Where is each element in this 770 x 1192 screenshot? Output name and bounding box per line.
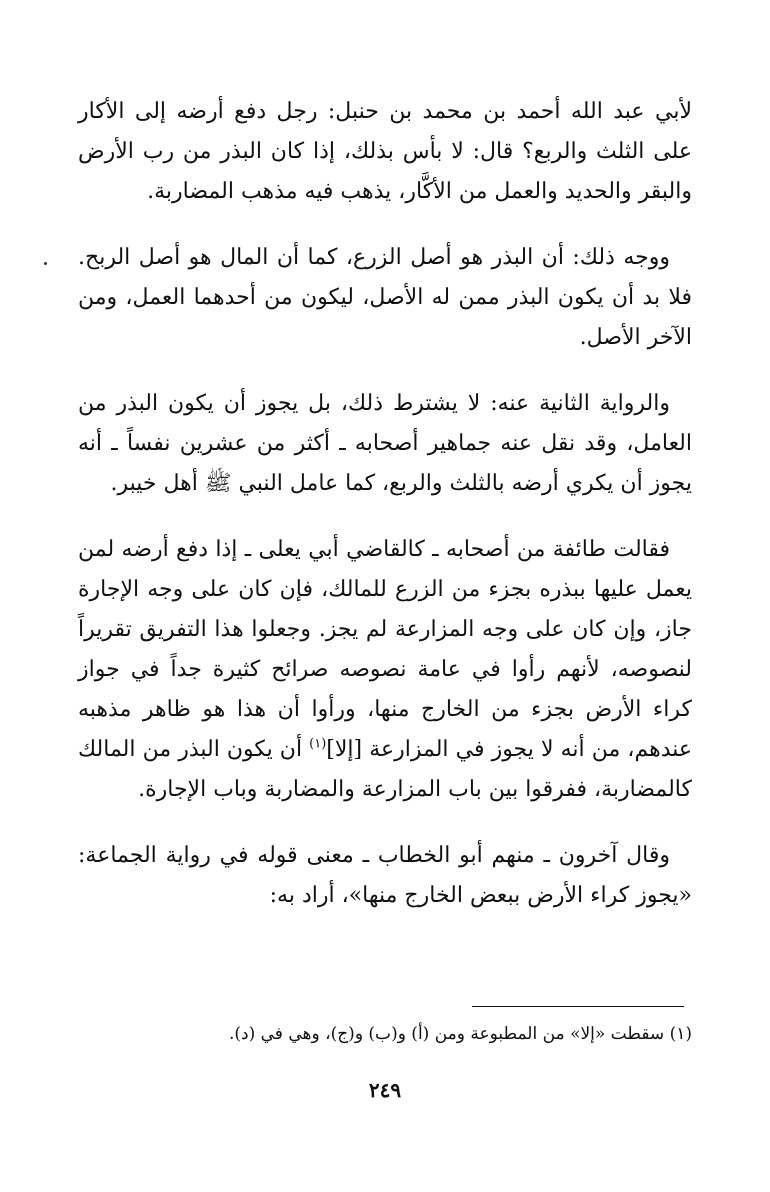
footnote-marker: (١) xyxy=(309,736,327,752)
footnote: (١) سقطت «إلا» من المطبوعة ومن (أ) و(ب) و(ج)، وهي في (د). xyxy=(229,1024,692,1044)
paragraph-1-text: لأبي عبد الله أحمد بن محمد بن حنبل: رجل دفع أرضه إلى الأكار على الثلث والربع؟ قال: لا بأس بذلك، إذا كان البذر من رب الأرض والبقر والحديد والعمل من الأكَّار، يذهب فيه مذهب المضاربة. xyxy=(78,99,692,204)
paragraph-5-text: وقال آخرون ـ منهم أبو الخطاب ـ معنى قوله في رواية الجماعة: «يجوز كراء الأرض ببعض الخارج منها»، أراد به: xyxy=(78,843,692,908)
paragraph-2 xyxy=(78,238,692,358)
paragraph-2-text: ووجه ذلك: أن البذر هو أصل الزرع، كما أن المال هو أصل الربح. فلا بد أن يكون البذر ممن له الأصل، ليكون من أحدهما العمل، ومن الآخر الأصل. xyxy=(78,245,692,350)
paragraph-4-text: فقالت طائفة من أصحابه ـ كالقاضي أبي يعلى ـ إذا دفع أرضه لمن يعمل عليها ببذره بجزء من الزرع للمالك، فإن كان على وجه الإجارة جاز، وإن كان على وجه المزارعة لم يجز. وجعلوا هذا التفريق تقريراً لنصوصه، لأنهم رأوا في عامة نصوصه صرائح كثيرة جداً في جواز كراء الأرض بجزء من الخارج منها، ورأوا أن هذا هو ظاهر مذهبه عندهم، من أنه لا يجوز في المزارعة [إلا] xyxy=(78,537,693,762)
paragraph-5 xyxy=(78,836,692,916)
page-body xyxy=(78,92,692,942)
paragraph-1 xyxy=(78,92,692,212)
page-number: ٢٤٩ xyxy=(368,1078,402,1102)
scan-speck xyxy=(44,262,47,265)
paragraph-3-text: والرواية الثانية عنه: لا يشترط ذلك، بل يجوز أن يكون البذر من العامل، وقد نقل عنه جماهير أصحابه ـ أكثر من عشرين نفساً ـ أنه يجوز أن يكري أرضه بالثلث والربع، كما عامل النبي ﷺ أهل خيبر. xyxy=(78,391,692,496)
footnote-separator xyxy=(472,1006,684,1007)
paragraph-3 xyxy=(78,384,692,504)
paragraph-4-tail: أن يكون البذر من المالك كالمضاربة، ففرقوا بين باب المزارعة والمضاربة وباب الإجارة. xyxy=(78,737,692,802)
paragraph-4 xyxy=(78,530,692,810)
